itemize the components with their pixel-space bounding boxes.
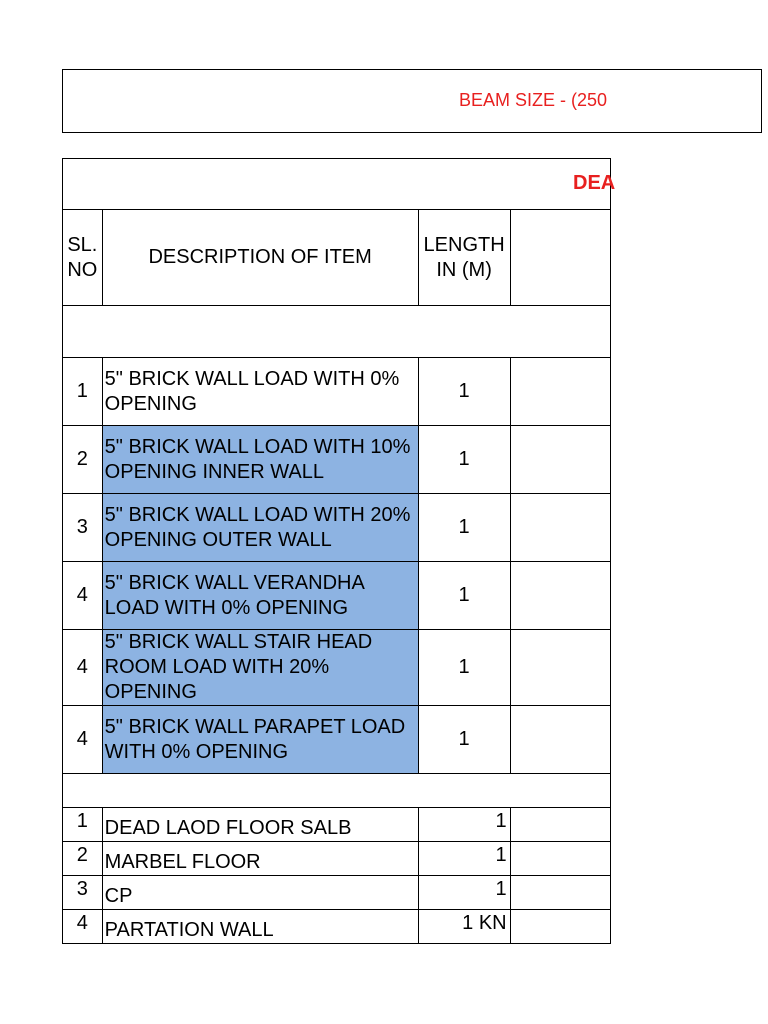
dead-load-title-cell [63, 159, 616, 210]
blank-row [63, 306, 611, 358]
row-cutoff [510, 562, 610, 630]
wall-load-rows [63, 358, 611, 774]
row-cutoff [510, 876, 610, 910]
row-description: 5" BRICK WALL LOAD WITH 20% OPENING OUTER WALL [102, 494, 418, 562]
row-length: 1 [418, 630, 510, 706]
floor-load-rows [63, 808, 611, 944]
row-description: CP [102, 876, 418, 910]
row-length: 1 [418, 358, 510, 426]
table-row [63, 562, 611, 630]
row-cutoff [510, 842, 610, 876]
row-sl-no: 4 [63, 562, 103, 630]
header-description: DESCRIPTION OF ITEM [102, 210, 418, 306]
table-row [63, 842, 611, 876]
row-sl-no: 4 [63, 706, 103, 774]
row-description: 5" BRICK WALL PARAPET LOAD WITH 0% OPENING [102, 706, 418, 774]
table-row [63, 630, 611, 706]
row-description: 5" BRICK WALL STAIR HEAD ROOM LOAD WITH 20% OPENING [102, 630, 418, 706]
table-row [63, 426, 611, 494]
table-row [63, 358, 611, 426]
blank-row [63, 774, 611, 808]
row-length: 1 [418, 426, 510, 494]
row-description: DEAD LAOD FLOOR SALB [102, 808, 418, 842]
table-row [63, 706, 611, 774]
row-sl-no: 2 [63, 426, 103, 494]
row-length: 1 KN [418, 910, 510, 944]
row-sl-no: 2 [63, 842, 103, 876]
beam-size-box [62, 69, 762, 133]
row-cutoff [510, 494, 610, 562]
row-sl-no: 4 [63, 630, 103, 706]
row-sl-no: 1 [63, 358, 103, 426]
table-row [63, 876, 611, 910]
row-cutoff [510, 706, 610, 774]
row-sl-no: 3 [63, 494, 103, 562]
dead-load-table [62, 158, 616, 944]
header-row [63, 210, 611, 306]
header-sl-no: SL. NO [63, 210, 103, 306]
table-row [63, 494, 611, 562]
row-cutoff [510, 910, 610, 944]
row-length: 1 [418, 494, 510, 562]
dead-load-title: DEA [573, 172, 616, 194]
row-length: 1 [418, 706, 510, 774]
row-sl-no: 1 [63, 808, 103, 842]
row-sl-no: 4 [63, 910, 103, 944]
row-description: MARBEL FLOOR [102, 842, 418, 876]
row-cutoff [510, 808, 610, 842]
row-length: 1 [418, 842, 510, 876]
table-row [63, 910, 611, 944]
row-cutoff [510, 630, 610, 706]
row-description: PARTATION WALL [102, 910, 418, 944]
row-length: 1 [418, 876, 510, 910]
row-length: 1 [418, 808, 510, 842]
row-description: 5" BRICK WALL LOAD WITH 0% OPENING [102, 358, 418, 426]
row-cutoff [510, 426, 610, 494]
row-cutoff [510, 358, 610, 426]
table-row [63, 808, 611, 842]
row-length: 1 [418, 562, 510, 630]
header-cutoff [510, 210, 610, 306]
row-description: 5" BRICK WALL VERANDHA LOAD WITH 0% OPENING [102, 562, 418, 630]
row-description: 5" BRICK WALL LOAD WITH 10% OPENING INNER WALL [102, 426, 418, 494]
row-sl-no: 3 [63, 876, 103, 910]
beam-size-title: BEAM SIZE - (250 [459, 90, 608, 110]
header-length: LENGTH IN (M) [418, 210, 510, 306]
